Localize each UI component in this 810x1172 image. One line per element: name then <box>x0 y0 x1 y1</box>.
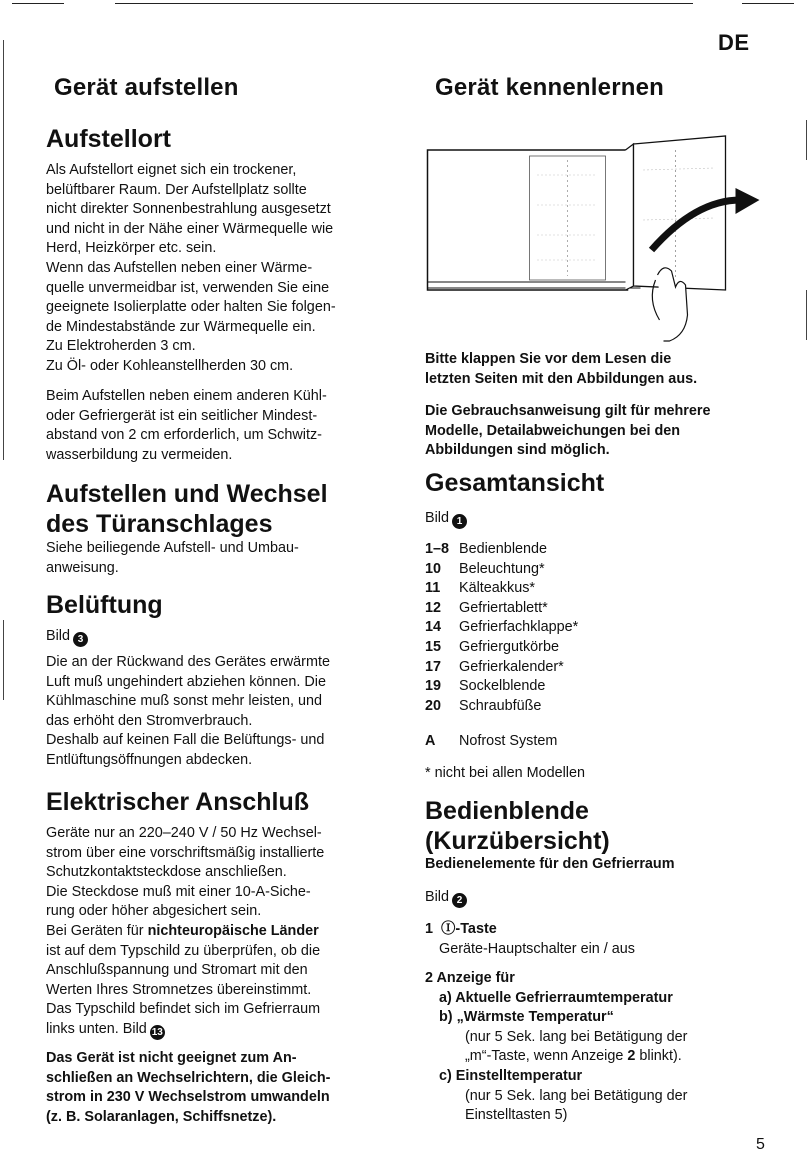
heading-gesamtansicht: Gesamtansicht <box>425 469 605 497</box>
section-title-aufstellen: Gerät aufstellen <box>54 74 239 101</box>
list-item: 17 Gefrierkalender* <box>425 658 564 675</box>
intro-models: Die Gebrauchsanweisung gilt für mehrere Modelle, Detailabweichungen bei den Abbildungen sind möglich. <box>425 403 711 459</box>
control-item-2: 2 Anzeige für a) Aktuelle Gefrierraumtemperatur b) „Wärmste Temperatur“ (nur 5 Sek. lang bei Betätigung der „m“-Taste, wenn Anzeige 2 blinkt). c) Einstelltemperatur (nur 5 Sek. lang bei Betätigung der Einstelltasten 5) <box>425 970 688 1124</box>
list-item: 12 Gefriertablett* <box>425 599 548 616</box>
paragraph-tueranschlag: Siehe beiliegende Aufstell- und Umbau- anweisung. <box>46 540 299 576</box>
heading-tueranschlag: Aufstellen und Wechsel des Türanschlages <box>46 480 328 538</box>
paragraph-aufstellort: Als Aufstellort eignet sich ein trockener, belüftbarer Raum. Der Aufstellplatz sollte nicht direkter Sonnenbestrahlung ausgesetzt und nicht in der Nähe einer Wärmequelle wie Herd, Heizkörper etc. sein. Wenn das Aufstellen neben einer Wärme- quelle unvermeidbar ist, verwenden Sie eine geeignete Isolierplatte oder halten Sie folgen- de Mindestabstände zur Wärmequelle ein. Zu Elektroherden 3 cm. Zu Öl- oder Kohleanstellherden 30 cm. <box>46 162 336 374</box>
heading-aufstellort: Aufstellort <box>46 125 171 153</box>
top-rule-right <box>742 3 794 4</box>
list-item: 20 Schraubfüße <box>425 697 542 714</box>
paragraph-elektrisch: Geräte nur an 220–240 V / 50 Hz Wechsel- strom über eine vorschriftsmäßig installierte Schutzkontaktsteckdose anschließen. Die Steckdose muß mit einer 10-A-Siche- rung oder höher abgesichert sein. Bei Geräten für nichteuropäische Länder ist auf dem Typschild zu überprüfen, ob die Anschlußspannung und Stromart mit den Werten Ihres Stromnetzes übereinstimmt. Das Typschild befindet sich im Gefrierraum links unten. Bild 13 <box>46 825 325 1038</box>
bild-ref-gesamt: Bild 1 <box>425 509 770 529</box>
list-item-nofrost: A Nofrost System <box>425 733 558 749</box>
paragraph-belueftung: Die an der Rückwand des Gerätes erwärmte Luft muß ungehindert abziehen können. Die Kühlmaschine muß sonst mehr leisten, und das erhöht den Stromverbrauch. Deshalb auf keinen Fall die Belüftungs- und Entlüftungsöffnungen abdecken. <box>46 654 330 768</box>
list-item: 1–8 Bedienblende <box>425 541 548 557</box>
footnote: * nicht bei allen Modellen <box>425 765 585 781</box>
figure-number-badge: 3 <box>73 632 88 647</box>
heading-bedienblende: Bedienblende (Kurzübersicht) <box>425 797 610 855</box>
section-title-kennenlernen: Gerät kennenlernen <box>435 74 665 101</box>
bild-ref-bedien: Bild 2 <box>425 888 770 908</box>
foldout-manual-illustration <box>423 130 768 345</box>
left-edge-mark-2 <box>3 620 4 700</box>
list-item: 19 Sockelblende <box>425 678 546 695</box>
figure-number-badge: 13 <box>151 1026 163 1038</box>
paragraph-aufstellort-2: Beim Aufstellen neben einem anderen Kühl- oder Gefriergerät ist ein seitlicher Mindest- abstand von 2 cm erforderlich, um Schwitz- wasserbildung zu vermeiden. <box>46 388 327 463</box>
page-number: 5 <box>756 1136 765 1153</box>
top-rule-left <box>12 3 64 4</box>
heading-belueftung: Belüftung <box>46 591 163 619</box>
left-edge-mark <box>3 40 4 460</box>
parts-list <box>425 540 770 716</box>
figure-number-badge: 1 <box>452 514 467 529</box>
power-symbol-icon: Ⓘ <box>441 921 456 937</box>
warning-wechselrichter: Das Gerät ist nicht geeignet zum An- schließen an Wechselrichtern, die Gleich- strom in 230 V Wechselstrom umwandeln (z. B. Solaranlagen, Schiffsnetze). <box>46 1050 331 1125</box>
top-rule-center <box>115 3 693 4</box>
subheading-bedienelemente: Bedienelemente für den Gefrierraum <box>425 856 675 872</box>
intro-fold-out: Bitte klappen Sie vor dem Lesen die letzten Seiten mit den Abbildungen aus. <box>425 351 698 387</box>
heading-elektrisch: Elektrischer Anschluß <box>46 788 310 816</box>
right-edge-mark <box>806 120 807 160</box>
list-item: 11 Kälteakkus* <box>425 580 535 597</box>
right-edge-mark-2 <box>806 290 807 340</box>
control-item-1: 1 Ⓘ-Taste Geräte-Hauptschalter ein / aus <box>425 921 635 957</box>
list-item: 10 Beleuchtung* <box>425 560 545 577</box>
list-item: 14 Gefrierfachklappe* <box>425 619 579 636</box>
bild-ref-belueftung: Bild 3 <box>46 627 391 647</box>
list-item: 15 Gefriergutkörbe <box>425 638 559 655</box>
language-label: DE <box>718 30 750 55</box>
figure-number-badge: 2 <box>452 893 467 908</box>
